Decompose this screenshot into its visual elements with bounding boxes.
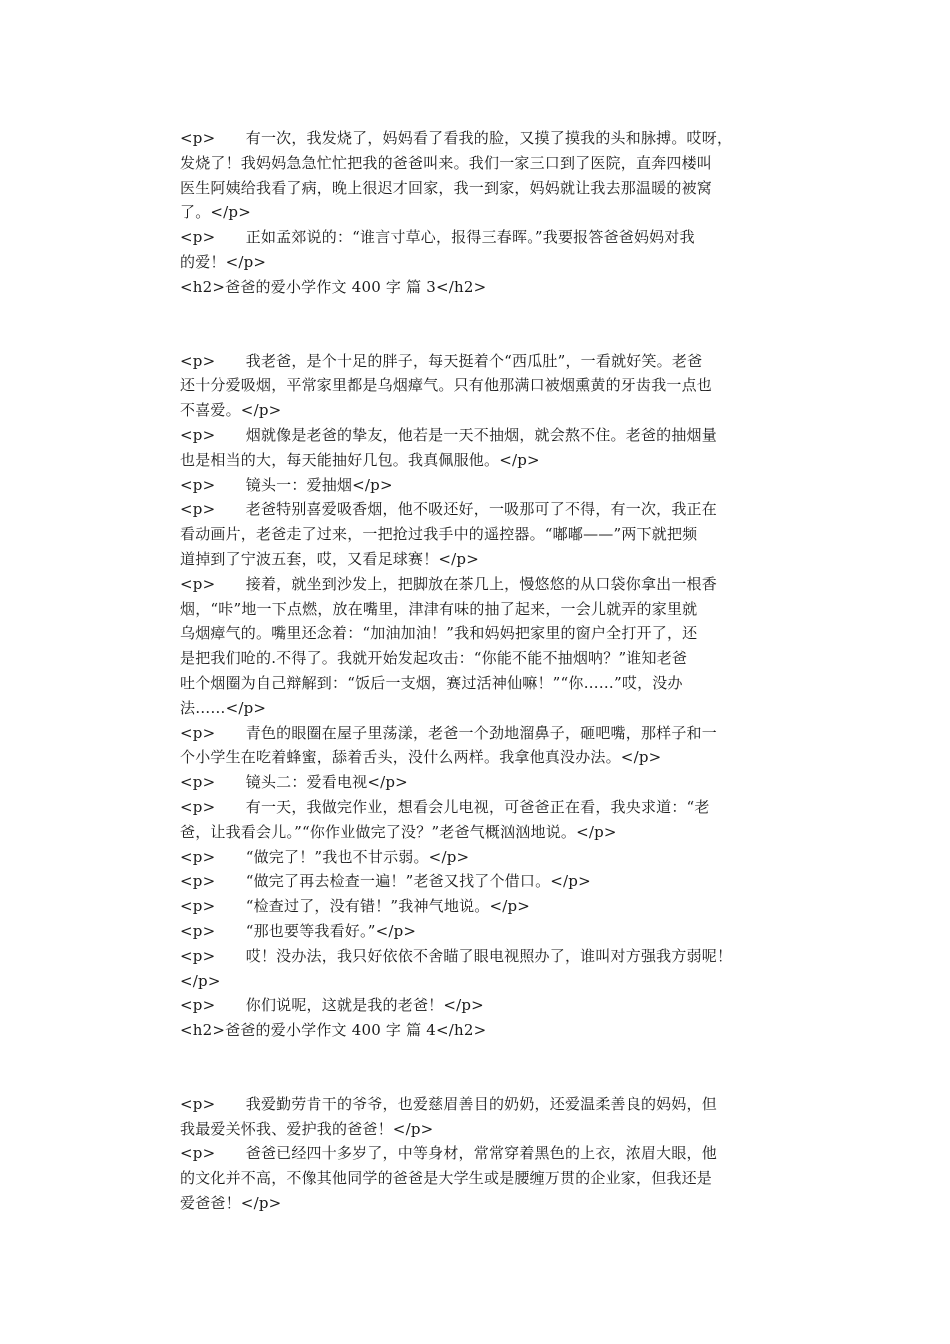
text-line: <p> “做完了再去检查一遍！”老爸又找了个借口。</p>: [180, 872, 591, 891]
text-line: <p> 我爱勤劳肯干的爷爷，也爱慈眉善目的奶奶，还爱温柔善良的妈妈，但: [180, 1094, 717, 1113]
text-line: 爱爸爸！</p>: [180, 1194, 282, 1213]
text-line: 个小学生在吃着蜂蜜，舔着舌头，没什么两样。我拿他真没办法。</p>: [180, 748, 662, 767]
section-heading: [180, 1018, 786, 1043]
section-gap: [180, 300, 786, 349]
paragraph: [180, 919, 786, 944]
paragraph: [180, 349, 786, 423]
text-line: <p> 有一天，我做完作业，想看会儿电视，可爸爸正在看，我央求道：“老: [180, 797, 710, 816]
paragraph: [180, 423, 786, 473]
text-line: 烟，“咔”地一下点燃，放在嘴里，津津有味的抽了起来，一会儿就弄的家里就: [180, 599, 698, 618]
text-line: <p> 镜头二：爱看电视</p>: [180, 773, 408, 792]
text-line: 不喜爱。</p>: [180, 401, 282, 420]
paragraph: [180, 1141, 786, 1215]
text-line: <h2>爸爸的爱小学作文 400 字 篇 4</h2>: [180, 1021, 487, 1040]
text-line: <p> 老爸特别喜爱吸香烟，他不吸还好，一吸那可了不得，有一次，我正在: [180, 500, 717, 519]
text-line: <h2>爸爸的爱小学作文 400 字 篇 3</h2>: [180, 277, 487, 296]
paragraph: [180, 497, 786, 571]
paragraph: [180, 993, 786, 1018]
text-line: 我最爱关怀我、爱护我的爸爸！</p>: [180, 1119, 434, 1138]
document-body: [180, 126, 786, 1216]
text-line: 乌烟瘴气的。嘴里还念着：“加油加油！”我和妈妈把家里的窗户全打开了，还: [180, 624, 698, 643]
text-line: <p> 烟就像是老爸的挚友，他若是一天不抽烟，就会熬不住。老爸的抽烟量: [180, 425, 717, 444]
text-line: <p> 镜头一：爱抽烟</p>: [180, 475, 393, 494]
paragraph: [180, 795, 786, 845]
paragraph: [180, 473, 786, 498]
text-line: 看动画片，老爸走了过来，一把抢过我手中的遥控器。“嘟嘟——”两下就把频: [180, 525, 698, 544]
text-line: <p> 正如孟郊说的：“谁言寸草心，报得三春晖。”我要报答爸爸妈妈对我: [180, 228, 695, 247]
paragraph: [180, 225, 786, 275]
text-line: 是把我们呛的.不得了。我就开始发起攻击：“你能不能不抽烟呐？”谁知老爸: [180, 649, 688, 668]
text-line: <p> 有一次，我发烧了，妈妈看了看我的脸，又摸了摸我的头和脉搏。哎呀，: [180, 129, 733, 147]
text-line: 也是相当的大，每天能抽好几包。我真佩服他。</p>: [180, 450, 540, 469]
text-line: 道掉到了宁波五套，哎，又看足球赛！</p>: [180, 549, 479, 568]
text-line: 发烧了！我妈妈急急忙忙把我的爸爸叫来。我们一家三口到了医院，直奔四楼叫: [180, 153, 713, 172]
text-line: 爸，让我看会儿。”“你作业做完了没？”老爸气概汹汹地说。</p>: [180, 822, 617, 841]
text-line: <p> 爸爸已经四十多岁了，中等身材，常常穿着黑色的上衣，浓眉大眼，他: [180, 1144, 717, 1163]
text-line: </p>: [180, 971, 221, 990]
paragraph: [180, 770, 786, 795]
text-line: 的爱！</p>: [180, 252, 267, 271]
paragraph: [180, 944, 786, 994]
text-line: 了。</p>: [180, 203, 251, 222]
paragraph: [180, 126, 786, 225]
paragraph: [180, 845, 786, 870]
text-line: <p> 我老爸，是个十足的胖子，每天挺着个“西瓜肚”，一看就好笑。老爸: [180, 351, 703, 370]
paragraph: [180, 1092, 786, 1142]
text-line: 还十分爱吸烟，平常家里都是乌烟瘴气。只有他那满口被烟熏黄的牙齿我一点也: [180, 376, 713, 395]
text-line: <p> 哎！没办法，我只好依依不舍瞄了眼电视照办了，谁叫对方强我方弱呢！: [180, 946, 733, 965]
text-line: <p> 接着，就坐到沙发上，把脚放在茶几上，慢悠悠的从口袋你拿出一根香: [180, 574, 717, 593]
text-line: 吐个烟圈为自己辩解到：“饭后一支烟，赛过活神仙嘛！”“你……”哎，没办: [180, 673, 683, 692]
text-line: 医生阿姨给我看了病，晚上很迟才回家，我一到家，妈妈就让我去那温暖的被窝: [180, 178, 713, 197]
text-line: <p> “那也要等我看好。”</p>: [180, 921, 417, 940]
section-heading: [180, 275, 786, 300]
paragraph: [180, 572, 786, 721]
section-gap: [180, 1043, 786, 1092]
text-line: <p> “做完了！”我也不甘示弱。</p>: [180, 847, 470, 866]
text-line: 的文化并不高，不像其他同学的爸爸是大学生或是腰缠万贯的企业家，但我还是: [180, 1169, 713, 1188]
paragraph: [180, 721, 786, 771]
text-line: <p> “检查过了，没有错！”我神气地说。</p>: [180, 897, 531, 916]
text-line: <p> 青色的眼圈在屋子里荡漾，老爸一个劲地溜鼻子，砸吧嘴，那样子和一: [180, 723, 717, 742]
paragraph: [180, 894, 786, 919]
text-line: <p> 你们说呢，这就是我的老爸！</p>: [180, 996, 484, 1015]
text-line: 法……</p>: [180, 698, 267, 717]
paragraph: [180, 869, 786, 894]
